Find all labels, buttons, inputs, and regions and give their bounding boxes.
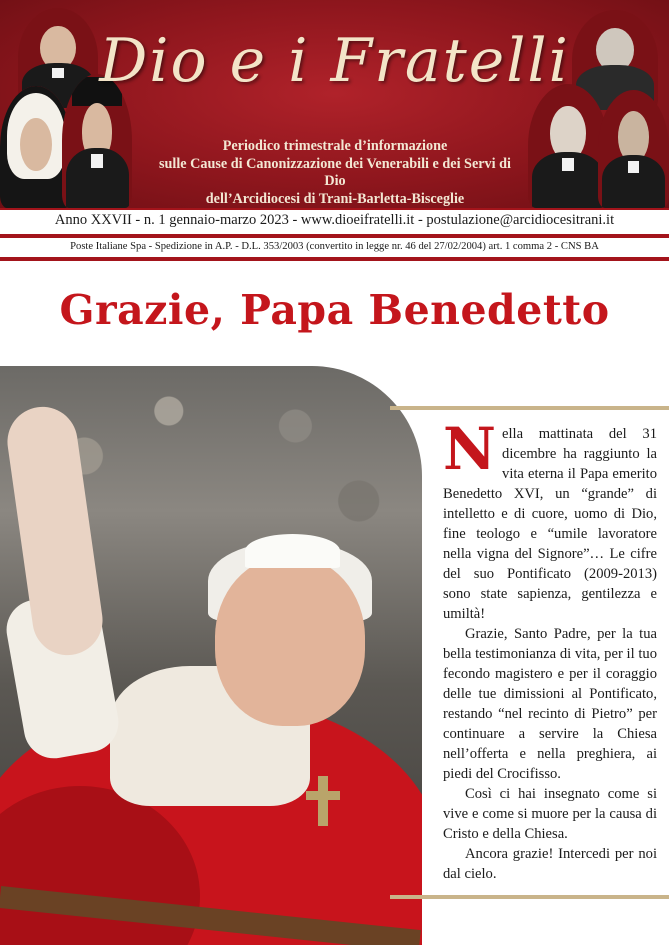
- issue-info-line: Anno XXVII - n. 1 gennaio-marzo 2023 - www.dioeifratelli.it - postulazione@arcidiocesitrani.it: [54, 212, 615, 228]
- postal-info-line: Poste Italiane Spa - Spedizione in A.P. - D.L. 353/2003 (convertito in legge nr. 46 del 27/02/2004) art. 1 comma 2 - CNS BA: [70, 241, 599, 252]
- subtitle-line-2: sulle Cause di Canonizzazione dei Venerabili e dei Servi di Dio: [159, 155, 511, 189]
- column-rule-top: [390, 406, 669, 410]
- photo-pectoral-cross-bar: [306, 791, 340, 800]
- article-paragraph-4: Ancora grazie! Intercedi per noi dal cielo.: [443, 846, 657, 882]
- masthead: [0, 0, 669, 208]
- portrait-priest-right: [598, 90, 669, 208]
- portrait-collar: [91, 154, 102, 167]
- subtitle-line-3: dell’Arcidiocesi di Trani-Barletta-Bisceglie: [205, 190, 465, 207]
- rule-middle-thick: [0, 234, 669, 238]
- portrait-collar: [562, 158, 575, 170]
- article-paragraph-1: [443, 415, 657, 624]
- masthead-subtitle: [150, 138, 520, 208]
- photo-pectoral-cross: [318, 776, 328, 826]
- portrait-collar: [628, 161, 639, 173]
- photo-zucchetto: [245, 534, 340, 568]
- pope-photo: [0, 366, 422, 945]
- portrait-priest-glasses: [528, 84, 608, 208]
- drop-cap: N: [443, 415, 497, 483]
- article-body: [443, 415, 657, 884]
- subtitle-line-1: Periodico trimestrale d’informazione: [222, 138, 448, 154]
- rule-bottom-thick: [0, 257, 669, 261]
- rule-top-thin: [0, 208, 669, 210]
- column-rule-bottom: [390, 895, 669, 899]
- article-paragraph-2: Grazie, Santo Padre, per la tua bella testimonianza di vita, per il tuo fecondo magistero e per il coraggio delle tue dimissioni al Pontificato, restando “nel recinto di Pietro” per continuare a servire la Chiesa nell’offerta e nella preghiera, ai piedi del Crocifisso.: [443, 626, 657, 782]
- article-paragraph-3: Così ci hai insegnato come si vive e come si muore per la causa di Cristo e della Chiesa.: [443, 786, 657, 842]
- article-paragraph-1-text: ella mattinata del 31 dicembre ha raggiunto la vita eterna il Papa emerito Benedetto XVI, un “grande” di intelletto e di cuore, uomo di Dio, fine teologo e “umile lavoratore nella vigna del Signore”… Le cifre del suo Pontificato (2009-2013) sono state sapienza, gentilezza e umiltà!: [443, 426, 657, 622]
- headline: Grazie, Papa Benedetto: [59, 286, 610, 334]
- portrait-face: [20, 118, 52, 172]
- photo-face: [215, 556, 365, 726]
- masthead-title: Dio e i Fratelli: [99, 26, 570, 96]
